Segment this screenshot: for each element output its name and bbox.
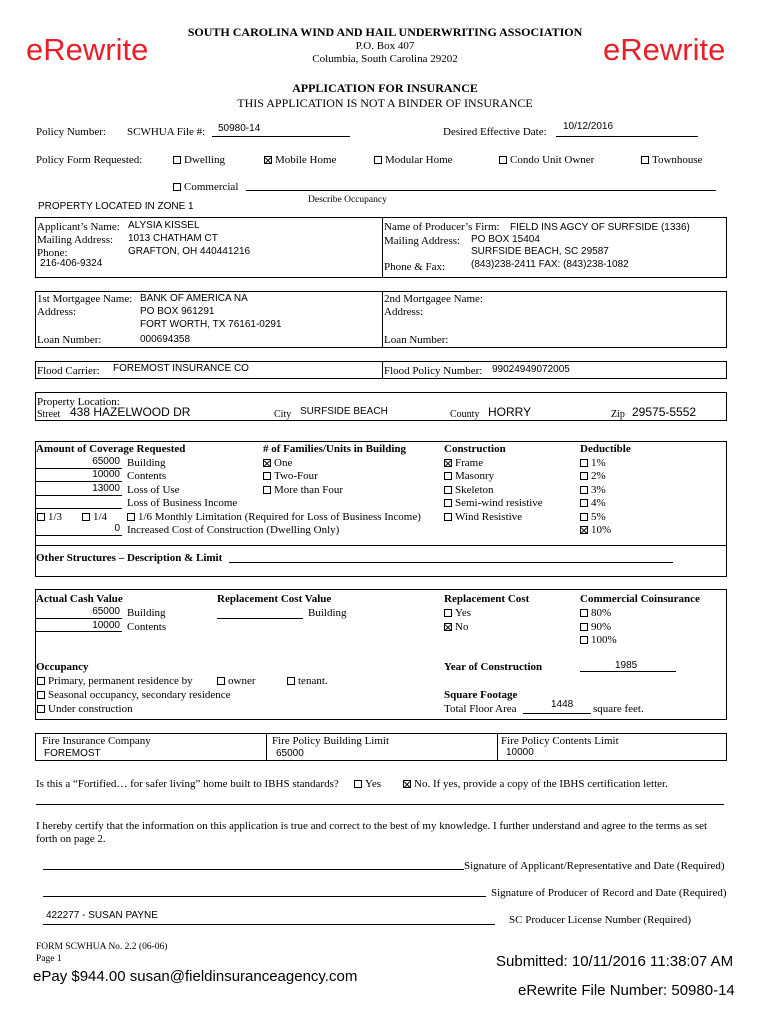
form-commercial[interactable]: Commercial [173,181,238,193]
occupancy-tenant[interactable]: tenant. [287,675,328,687]
occupancy-heading: Occupancy [36,661,89,673]
mortgage2-address-label: Address: [384,306,424,318]
families-one-checkbox[interactable] [263,459,271,467]
coinsurance-90[interactable]: 90% [580,621,611,633]
fortified-yes[interactable]: Yes [354,778,381,790]
mortgage1-name: BANK OF AMERICA NA [140,293,248,304]
fire-contents-label: Fire Policy Contents Limit [501,735,619,747]
producer-address2: SURFSIDE BEACH, SC 29587 [471,246,609,257]
mortgage1-loan-label: Loan Number: [37,334,102,346]
page-number: Page 1 [36,954,62,964]
deductible-1[interactable]: 1% [580,457,606,469]
townhouse-checkbox[interactable] [641,156,649,164]
deductible-5[interactable]: 5% [580,511,606,523]
coverage-lou-value: 13000 [92,483,120,494]
producer-phone-label: Phone & Fax: [384,261,446,273]
acv-contents-value: 10000 [92,620,120,631]
mortgage1-address-label: Address: [37,306,77,318]
policy-number-label: Policy Number: [36,126,106,138]
construction-semi[interactable]: Semi-wind resistive [444,497,543,509]
fire-company-label: Fire Insurance Company [42,735,151,747]
license-label: SC Producer License Number (Required) [509,914,692,926]
epay-info: ePay $944.00 susan@fieldinsuranceagency.com [33,968,358,985]
families-more[interactable]: More than Four [263,484,343,496]
footage-value: 1448 [551,699,574,710]
org-name: SOUTH CAROLINA WIND AND HAIL UNDERWRITING ASSOCIATION [187,25,583,39]
semi-wind-checkbox[interactable] [444,499,452,507]
construction-frame[interactable]: Frame [444,457,483,469]
fire-company: FOREMOST [44,748,101,759]
flood-carrier-label: Flood Carrier: [37,365,100,377]
frame-checkbox[interactable] [444,459,452,467]
families-more-checkbox[interactable] [263,486,271,494]
occupancy-primary[interactable]: Primary, permanent residence by [37,675,193,687]
fortified-yes-checkbox[interactable] [354,780,362,788]
dwelling-checkbox[interactable] [173,156,181,164]
submitted-timestamp: Submitted: 10/11/2016 11:38:07 AM [496,953,734,970]
producer-firm-label: Name of Producer’s Firm: [384,221,500,233]
describe-occupancy: Describe Occupancy [308,195,387,205]
mortgage1-address2: FORT WORTH, TX 76161-0291 [140,319,282,330]
year-label: Year of Construction [444,661,543,673]
form-title: APPLICATION FOR INSURANCE [292,81,478,95]
applicant-phone-label: Phone: [37,247,68,259]
acv-contents-label: Contents [127,621,167,633]
other-structures-label: Other Structures – Description & Limit [36,552,223,564]
tenant-checkbox[interactable] [287,677,295,685]
modular-home-checkbox[interactable] [374,156,382,164]
footage-label: Total Floor Area [444,703,517,715]
occupancy-construction[interactable]: Under construction [37,703,133,715]
mortgage1-address1: PO BOX 961291 [140,306,215,317]
coverage-building-value: 65000 [92,456,120,467]
replacement-cost-yes[interactable]: Yes [444,607,471,619]
applicant-address2: GRAFTON, OH 440441216 [128,246,251,257]
street-value: 438 HAZELWOOD DR [70,405,191,419]
applicant-mailing-label: Mailing Address: [37,234,114,246]
fire-building: 65000 [276,748,304,759]
form-dwelling[interactable]: Dwelling [173,154,225,166]
construction-wind[interactable]: Wind Resistive [444,511,522,523]
families-two-four[interactable]: Two-Four [263,470,318,482]
producer-firm: FIELD INS AGCY OF SURFSIDE (1336) [510,222,690,233]
year-value: 1985 [615,660,638,671]
fire-contents: 10000 [506,747,534,758]
construction-heading: Construction [444,443,506,455]
coinsurance-90-checkbox[interactable] [580,623,588,631]
license-value: 422277 - SUSAN PAYNE [46,910,158,921]
fortified-no-checkbox[interactable] [403,780,411,788]
erewrite-logo-left: eRewrite [26,32,149,67]
coverage-heading: Amount of Coverage Requested [36,443,186,455]
county-value: HORRY [488,405,532,419]
flood-policy: 99024949072005 [492,364,570,375]
masonry-checkbox[interactable] [444,472,452,480]
zip-value: 29575-5552 [632,405,697,419]
seasonal-checkbox[interactable] [37,691,45,699]
form-modular-home[interactable]: Modular Home [374,154,453,166]
replacement-cost-no[interactable]: No [444,621,468,633]
replacement-yes-checkbox[interactable] [444,609,452,617]
mortgage2-label: 2nd Mortgagee Name: [384,293,483,305]
coinsurance-80[interactable]: 80% [580,607,611,619]
occupancy-owner[interactable]: owner [217,675,256,687]
deductible-2[interactable]: 2% [580,470,606,482]
acv-heading: Actual Cash Value [36,593,123,605]
one-third-checkbox[interactable] [37,513,45,521]
coinsurance-80-checkbox[interactable] [580,609,588,617]
city-value: SURFSIDE BEACH [300,406,388,417]
replacement-no-checkbox[interactable] [444,623,452,631]
erewrite-file-number: eRewrite File Number: 50980-14 [518,982,735,999]
owner-checkbox[interactable] [217,677,225,685]
form-townhouse[interactable]: Townhouse [641,154,703,166]
deductible-5-checkbox[interactable] [580,513,588,521]
acv-building-value: 65000 [92,606,120,617]
acv-building-label: Building [127,607,166,619]
skeleton-checkbox[interactable] [444,486,452,494]
one-third-option[interactable]: 1/3 [37,511,62,523]
file-label: SCWHUA File #: [127,126,206,138]
producer-mailing-label: Mailing Address: [384,235,461,247]
coinsurance-100-checkbox[interactable] [580,636,588,644]
form-subtitle: THIS APPLICATION IS NOT A BINDER OF INSURANCE [237,96,533,110]
street-label: Street [37,409,61,420]
producer-phone-fax: (843)238-2411 FAX: (843)238-1082 [471,259,629,270]
rcv-heading: Replacement Cost Value [217,593,332,605]
form-number: FORM SCWHUA No. 2.2 (06-06) [36,942,168,952]
flood-policy-label: Flood Policy Number: [384,365,483,377]
applicant-name: ALYSIA KISSEL [128,220,200,231]
deductible-4[interactable]: 4% [580,497,606,509]
mortgage2-loan-label: Loan Number: [384,334,449,346]
rcv-building-label: Building [308,607,347,619]
coverage-lou-label: Loss of Use [127,484,180,496]
zip-label: Zip [611,409,625,420]
coverage-contents-value: 10000 [92,469,120,480]
location-label: Property Location: [37,396,120,408]
one-fourth-option[interactable]: 1/4 [82,511,107,523]
construction-skeleton[interactable]: Skeleton [444,484,494,496]
under-construction-checkbox[interactable] [37,705,45,713]
mortgage-box [35,291,727,348]
mortgage1-loan: 000694358 [140,334,191,345]
county-label: County [450,409,480,420]
construction-masonry[interactable]: Masonry [444,470,494,482]
deductible-2-checkbox[interactable] [580,472,588,480]
footage-unit: square feet. [593,703,644,715]
increased-cost-value: 0 [114,523,120,534]
families-two-four-checkbox[interactable] [263,472,271,480]
zone-text: PROPERTY LOCATED IN ZONE 1 [38,201,194,212]
certify-line1: I hereby certify that the information on this application is true and correct to the best of my knowledge. I further understand and agree to the terms as set [36,820,708,832]
form-mobile-home[interactable]: Mobile Home [264,154,336,166]
deductible-1-checkbox[interactable] [580,459,588,467]
applicant-address1: 1013 CHATHAM CT [128,233,218,244]
footage-heading: Square Footage [444,689,518,701]
fire-building-label: Fire Policy Building Limit [272,735,390,747]
coverage-lbi-label: Loss of Business Income [127,497,238,509]
coverage-contents-label: Contents [127,470,167,482]
producer-address1: PO BOX 15404 [471,234,540,245]
fortified-no[interactable]: No. If yes, provide a copy of the IBHS certification letter. [403,778,668,790]
mortgage1-label: 1st Mortgagee Name: [37,293,133,305]
families-heading: # of Families/Units in Building [263,443,407,455]
one-fourth-checkbox[interactable] [82,513,90,521]
coinsurance-heading: Commercial Coinsurance [580,593,700,605]
families-one[interactable]: One [263,457,292,469]
increased-cost-label: Increased Cost of Construction (Dwelling Only) [127,524,340,536]
certify-line2: forth on page 2. [36,833,106,845]
deductible-heading: Deductible [580,443,631,455]
org-address1: P.O. Box 407 [355,40,415,52]
city-label: City [274,409,292,420]
form-requested-label: Policy Form Requested: [36,154,143,166]
applicant-signature-label: Signature of Applicant/Representative and Date (Required) [464,860,725,872]
effective-date-label: Desired Effective Date: [443,126,547,138]
commercial-checkbox[interactable] [173,183,181,191]
primary-checkbox[interactable] [37,677,45,685]
deductible-4-checkbox[interactable] [580,499,588,507]
deductible-10[interactable]: 10% [580,524,611,536]
producer-signature-label: Signature of Producer of Record and Date (Required) [491,887,727,899]
erewrite-logo-right: eRewrite [603,32,726,67]
one-sixth-checkbox[interactable] [127,513,135,521]
fortified-question: Is this a “Fortified… for safer living” home built to IBHS standards? [36,778,339,790]
coinsurance-100[interactable]: 100% [580,634,617,646]
mobile-home-checkbox[interactable] [264,156,272,164]
condo-checkbox[interactable] [499,156,507,164]
flood-carrier: FOREMOST INSURANCE CO [113,363,249,374]
deductible-3[interactable]: 3% [580,484,606,496]
replacement-cost-heading: Replacement Cost [444,593,530,605]
wind-resistive-checkbox[interactable] [444,513,452,521]
applicant-phone: 216-406-9324 [40,258,103,269]
file-value: 50980-14 [218,123,261,134]
coverage-building-label: Building [127,457,166,469]
effective-date-value: 10/12/2016 [563,121,614,132]
deductible-3-checkbox[interactable] [580,486,588,494]
form-condo[interactable]: Condo Unit Owner [499,154,594,166]
one-sixth-option[interactable]: 1/6 Monthly Limitation (Required for Loss of Business Income) [127,511,421,523]
deductible-10-checkbox[interactable] [580,526,588,534]
occupancy-seasonal[interactable]: Seasonal occupancy, secondary residence [37,689,231,701]
applicant-name-label: Applicant’s Name: [37,221,120,233]
org-address2: Columbia, South Carolina 29202 [312,53,458,65]
